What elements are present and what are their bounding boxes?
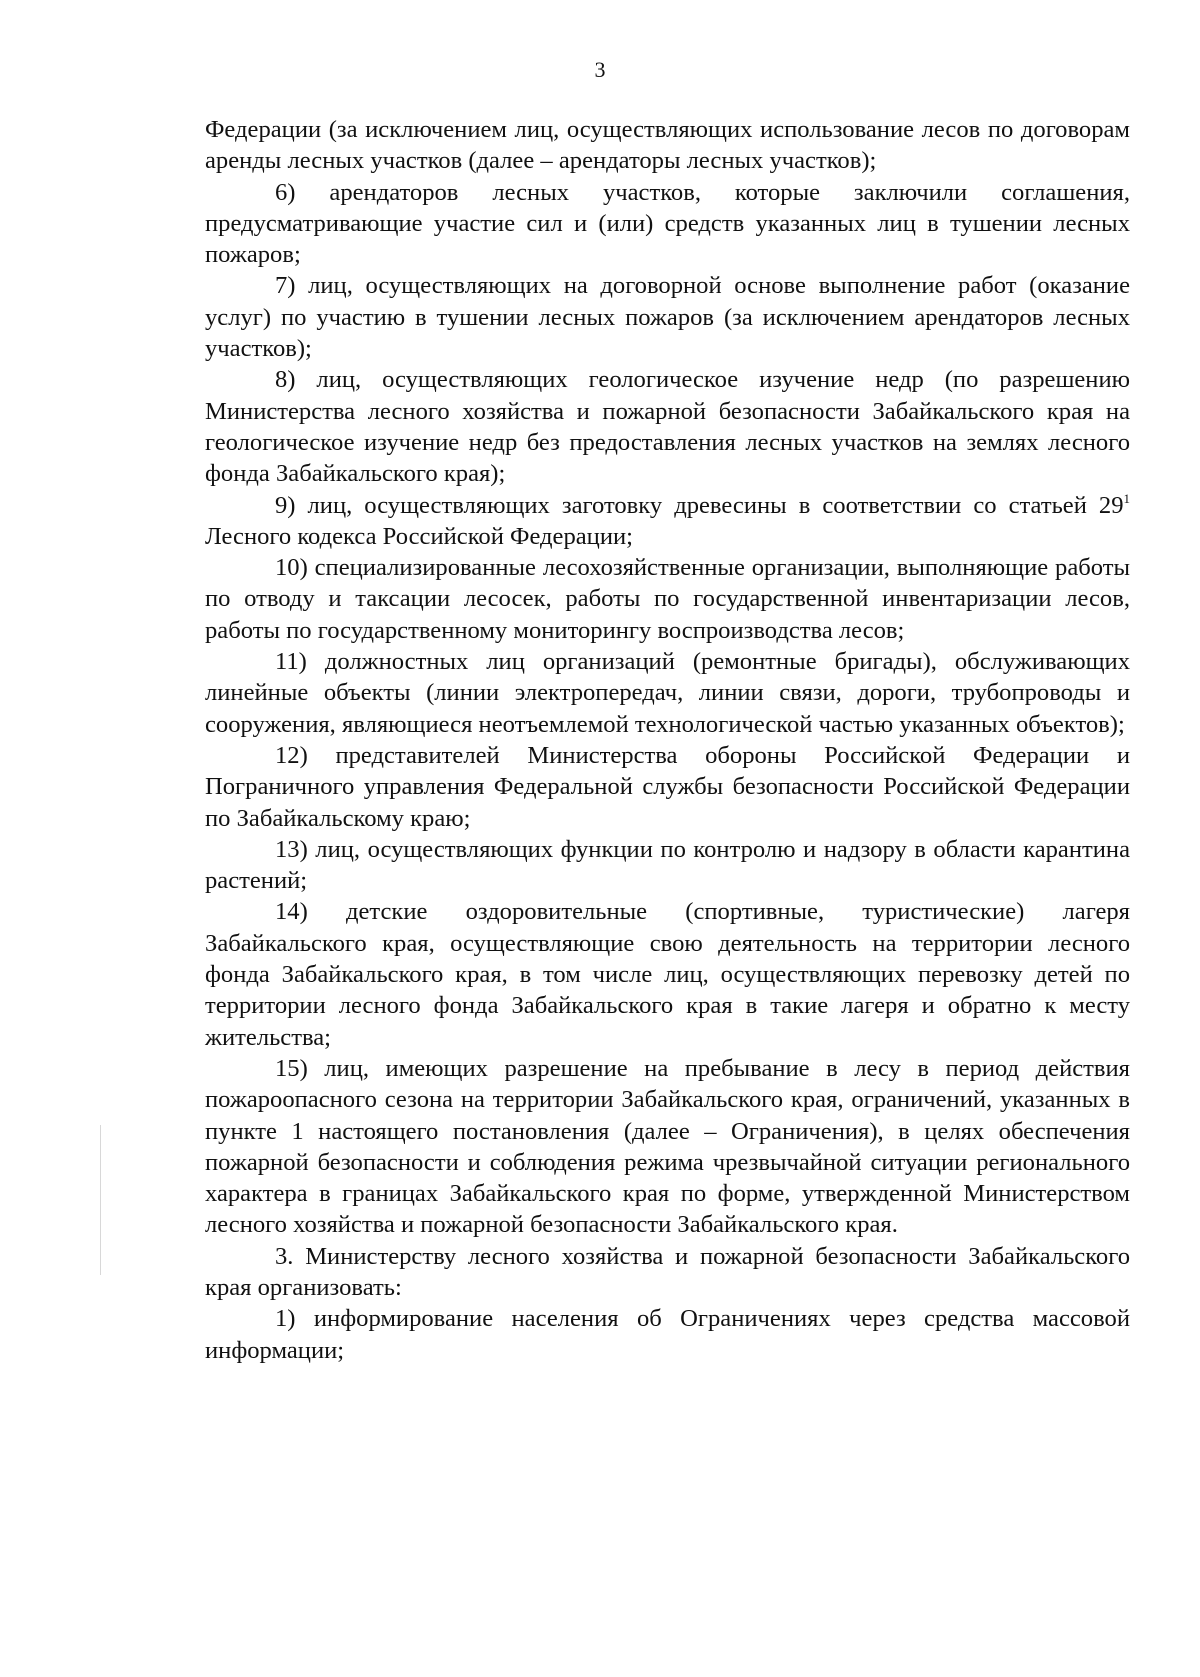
section-3-heading: 3. Министерству лесного хозяйства и пожарной безопасности Забайкальского края организовать:	[205, 1242, 1130, 1301]
section-3-item-1: 1) информирование населения об Ограничениях через средства массовой информации;	[205, 1305, 1130, 1364]
page-number: 3	[594, 57, 606, 82]
list-item-9-text-before: 9) лиц, осуществляющих заготовку древесины в соответствии со статьей 29	[275, 491, 1124, 519]
list-item-9-text-after: Лесного кодекса Российской Федерации;	[205, 522, 633, 550]
list-item-9	[205, 490, 1130, 553]
paragraph-continuation: Федерации (за исключением лиц, осуществляющих использование лесов по договорам аренды лесных участков (далее – арендаторы лесных участков);	[205, 116, 1130, 175]
list-item-6: 6) арендаторов лесных участков, которые заключили соглашения, предусматривающие участие сил и (или) средств указанных лиц в тушении лесных пожаров;	[205, 178, 1130, 269]
list-item-13: 13) лиц, осуществляющих функции по контролю и надзору в области карантина растений;	[205, 835, 1130, 895]
list-item-14: 14) детские оздоровительные (спортивные, туристические) лагеря Забайкальского края, осуществляющие свою деятельность на территории лесного фонда Забайкальского края, в том числе лиц, осуществляющих перевозку детей по территории лесного фонда Забайкальского края в такие лагеря и обратно к месту жительства;	[205, 898, 1130, 1051]
list-item-10: 10) специализированные лесохозяйственные организации, выполняющие работы по отводу и таксации лесосек, работы по государственной инвентаризации лесов, работы по государственному мониторингу воспроизводства лесов;	[205, 554, 1130, 644]
list-item-11: 11) должностных лиц организаций (ремонтные бригады), обслуживающих линейные объекты (линии электропередач, линии связи, дороги, трубопроводы и сооружения, являющиеся неотъемлемой технологической частью указанных объектов);	[205, 648, 1130, 738]
footnote-superscript: 1	[1123, 490, 1130, 506]
list-item-8: 8) лиц, осуществляющих геологическое изучение недр (по разрешению Министерства лесного хозяйства и пожарной безопасности Забайкальского края на геологическое изучение недр без предоставления лесных участков на землях лесного фонда Забайкальского края);	[205, 366, 1130, 488]
list-item-12: 12) представителей Министерства обороны Российской Федерации и Пограничного управления Федеральной службы безопасности Российской Федерации по Забайкальскому краю;	[205, 741, 1130, 832]
document-body	[205, 114, 1130, 1366]
scan-margin-mark	[100, 1125, 101, 1275]
list-item-15: 15) лиц, имеющих разрешение на пребывание в лесу в период действия пожароопасного сезона на территории Забайкальского края, ограничений, указанных в пункте 1 настоящего постановления (далее – Ограничения), в целях обеспечения пожарной безопасности и соблюдения режима чрезвычайной ситуации регионального характера в границах Забайкальского края по форме, утвержденной Министерством лесного хозяйства и пожарной безопасности Забайкальского края.	[205, 1054, 1130, 1239]
list-item-7: 7) лиц, осуществляющих на договорной основе выполнение работ (оказание услуг) по участию в тушении лесных пожаров (за исключением арендаторов лесных участков);	[205, 272, 1130, 363]
